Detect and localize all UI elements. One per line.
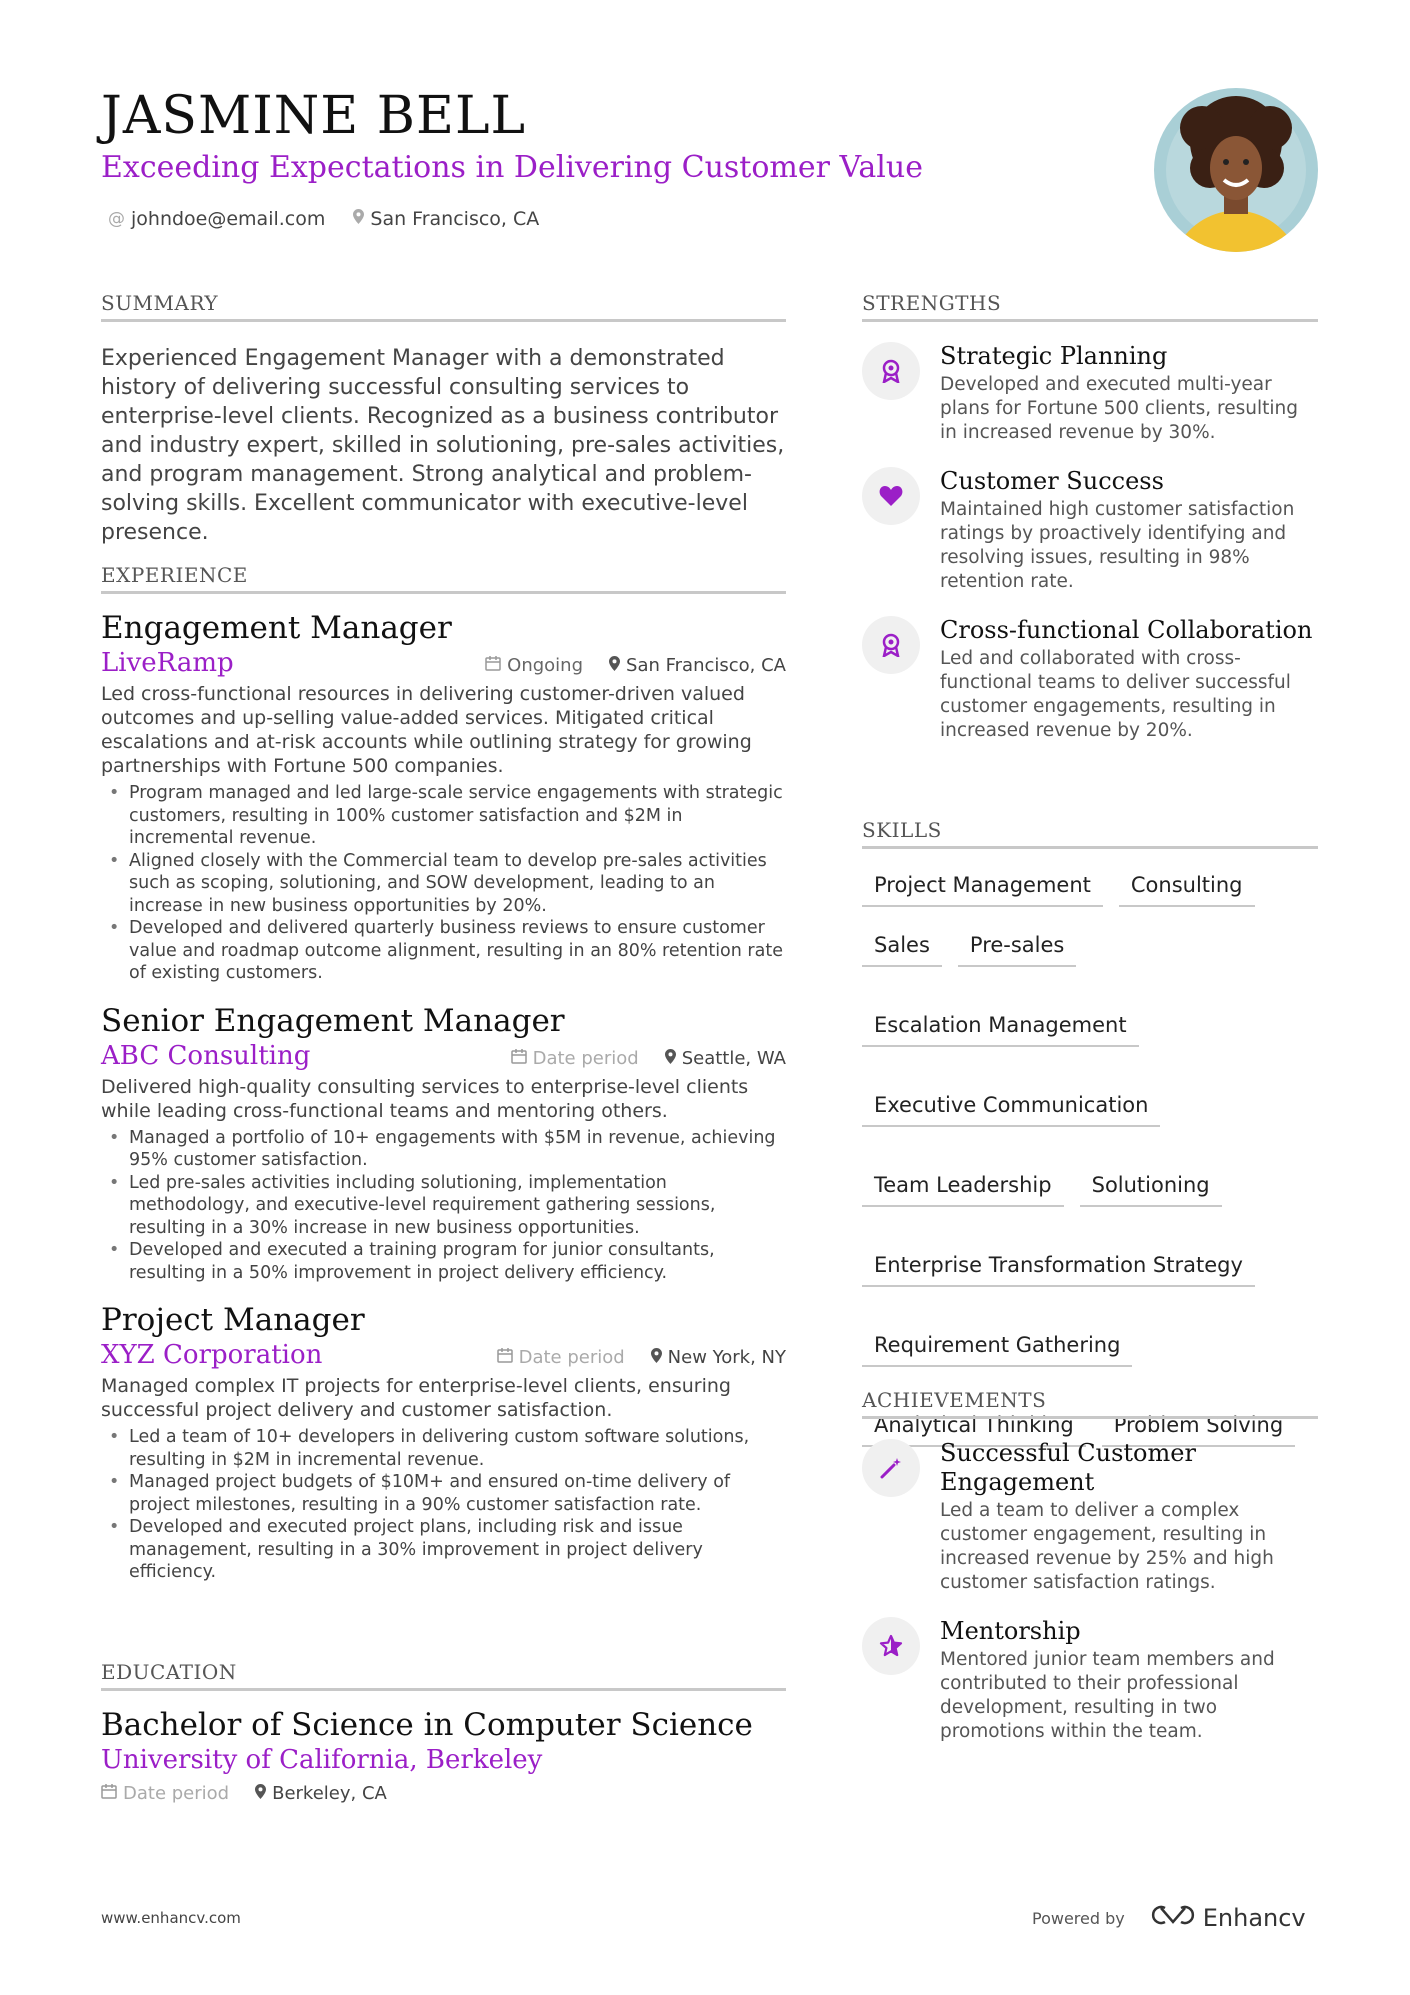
skill-tag: Problem Solving — [1102, 1407, 1295, 1447]
skills-list — [862, 867, 1318, 1447]
footer-powered-by — [1032, 1904, 1306, 1932]
map-pin-icon — [609, 655, 620, 676]
company-name: XYZ Corporation — [101, 1340, 323, 1370]
achievement-item — [862, 1439, 1318, 1595]
achievement-desc: Mentored junior team members and contributed to their professional development, resulting in two promotions within the team. — [940, 1649, 1275, 1742]
calendar-icon — [497, 1347, 513, 1368]
achievement-item — [862, 1617, 1318, 1744]
at-icon: @ — [108, 209, 125, 229]
enhancv-brand-text: Enhancv — [1202, 1904, 1306, 1932]
list-item: • Developed and executed project plans, including risk and issue management, resulting in a 30% improvement in project delivery efficiency. — [129, 1516, 786, 1584]
contact-row — [108, 208, 539, 230]
tagline: Exceeding Expectations in Delivering Customer Value — [101, 150, 923, 185]
achievement-title: Mentorship — [940, 1617, 1081, 1645]
skill-tag: Analytical Thinking — [862, 1407, 1086, 1447]
list-item: • Managed a portfolio of 10+ engagements with $5M in revenue, achieving 95% customer satisfaction. — [129, 1127, 786, 1172]
strengths-section — [862, 291, 1318, 743]
powered-by-label: Powered by — [1032, 1908, 1125, 1928]
job-title: Project Manager — [101, 1302, 365, 1338]
map-pin-icon — [255, 1783, 266, 1804]
skills-section — [862, 818, 1318, 1447]
list-item: • Led pre-sales activities including solutioning, implementation methodology, and executive-level requirement gathering sessions, resulting in a 30% increase in new business opportunities. — [129, 1172, 786, 1240]
job-location — [651, 1347, 786, 1368]
calendar-icon — [511, 1048, 527, 1069]
strength-item — [862, 467, 1318, 594]
experience-section — [101, 563, 786, 1584]
job-date-text: Ongoing — [507, 655, 584, 676]
education-section — [101, 1660, 786, 1804]
skill-tag: Consulting — [1119, 867, 1255, 907]
job-location-text: Seattle, WA — [681, 1047, 786, 1069]
education-date — [101, 1783, 229, 1804]
job-date — [511, 1048, 639, 1069]
list-item: • Aligned closely with the Commercial team to develop pre-sales activities such as scoping, solutioning, and SOW development, leading to an increase in new business opportunities by 20%. — [129, 850, 786, 918]
education-meta — [101, 1783, 786, 1804]
strengths-heading: STRENGTHS — [862, 291, 1318, 322]
map-pin-icon — [353, 209, 364, 229]
award-icon — [862, 342, 920, 400]
skill-tag: Sales — [862, 927, 942, 967]
school-name: University of California, Berkeley — [101, 1745, 543, 1775]
achievements-section — [862, 1388, 1318, 1744]
magic-wand-icon — [862, 1439, 920, 1497]
skills-heading: SKILLS — [862, 818, 1318, 849]
list-item: • Led a team of 10+ developers in delivering custom software solutions, resulting in $2M in incremental revenue. — [129, 1426, 786, 1471]
experience-heading: EXPERIENCE — [101, 563, 786, 594]
job-description: Led cross-functional resources in delivering customer-driven valued outcomes and up-selling value-added services. Mitigated critical escalations and at-risk accounts while outlining strategy for growing partnerships with Fortune 500 companies. — [101, 683, 752, 777]
company-name: ABC Consulting — [101, 1040, 311, 1071]
location-text: San Francisco, CA — [370, 208, 540, 230]
strength-desc: Developed and executed multi-year plans for Fortune 500 clients, resulting in increased revenue by 30%. — [940, 374, 1299, 443]
education-date-text: Date period — [123, 1783, 230, 1804]
job-location-text: New York, NY — [667, 1347, 786, 1368]
star-icon — [862, 1617, 920, 1675]
skill-tag: Escalation Management — [862, 1007, 1139, 1047]
list-item: • Developed and delivered quarterly business reviews to ensure customer value and roadmap outcome alignment, resulting in an 80% retention rate of existing customers. — [129, 917, 786, 985]
strength-item — [862, 616, 1318, 743]
job-entry — [101, 1003, 786, 1285]
enhancv-icon — [1151, 1904, 1195, 1932]
summary-section — [101, 291, 786, 547]
location-contact — [353, 208, 539, 230]
map-pin-icon — [665, 1048, 676, 1069]
education-heading: EDUCATION — [101, 1660, 786, 1691]
job-bullets — [101, 1426, 786, 1584]
job-date — [485, 655, 583, 676]
achievements-heading: ACHIEVEMENTS — [862, 1388, 1318, 1419]
strength-item — [862, 342, 1318, 445]
strength-desc: Maintained high customer satisfaction ratings by proactively identifying and resolving issues, resulting in 98% retention rate. — [940, 499, 1295, 592]
avatar — [1154, 88, 1318, 252]
calendar-icon — [485, 655, 501, 676]
summary-heading: SUMMARY — [101, 291, 786, 322]
job-location — [665, 1048, 786, 1069]
job-bullets — [101, 1127, 786, 1285]
skill-tag: Requirement Gathering — [862, 1327, 1132, 1367]
achievement-desc: Led a team to deliver a complex customer engagement, resulting in increased revenue by 25% and high customer satisfaction ratings. — [940, 1500, 1274, 1593]
email-text: johndoe@email.com — [131, 208, 326, 230]
heart-icon — [862, 467, 920, 525]
skill-tag: Pre-sales — [958, 927, 1076, 967]
list-item: • Developed and executed a training program for junior consultants, resulting in a 50% improvement in project delivery efficiency. — [129, 1239, 786, 1284]
map-pin-icon — [651, 1347, 662, 1368]
calendar-icon — [101, 1783, 117, 1804]
job-title: Engagement Manager — [101, 610, 452, 646]
enhancv-logo[interactable] — [1151, 1904, 1306, 1932]
education-location — [255, 1783, 387, 1804]
strength-desc: Led and collaborated with cross-functional teams to deliver successful customer engagements, resulting in increased revenue by 20%. — [940, 648, 1291, 741]
degree-title: Bachelor of Science in Computer Science — [101, 1707, 753, 1743]
job-location — [609, 655, 786, 676]
job-description: Delivered high-quality consulting services to enterprise-level clients while leading cross-functional teams and mentoring others. — [101, 1075, 749, 1122]
strength-title: Strategic Planning — [940, 342, 1168, 370]
email-contact[interactable] — [108, 208, 325, 230]
list-item: • Managed project budgets of $10M+ and ensured on-time delivery of project milestones, resulting in a 90% customer satisfaction rate. — [129, 1471, 786, 1516]
job-entry — [101, 610, 786, 985]
footer-url[interactable]: www.enhancv.com — [101, 1909, 241, 1927]
job-date-text: Date period — [518, 1347, 625, 1368]
strength-title: Customer Success — [940, 467, 1164, 495]
list-item: • Program managed and led large-scale service engagements with strategic customers, resulting in 100% customer satisfaction and $2M in incremental revenue. — [129, 782, 786, 850]
company-name: LiveRamp — [101, 648, 234, 678]
candidate-name: JASMINE BELL — [101, 86, 527, 146]
achievement-title: Successful Customer Engagement — [940, 1439, 1196, 1496]
skill-tag: Team Leadership — [862, 1167, 1064, 1207]
job-title: Senior Engagement Manager — [101, 1002, 565, 1039]
education-location-text: Berkeley, CA — [272, 1783, 387, 1804]
job-date-text: Date period — [532, 1047, 639, 1069]
job-location-text: San Francisco, CA — [626, 655, 786, 676]
summary-text: Experienced Engagement Manager with a demonstrated history of delivering successful consulting services to enterprise-level clients. Recognized as a business contributor and industry expert, skilled in solutioning, pre-sales activities, and program management. Strong analytical and problem-solving skills. Excellent communicator with executive-level presence. — [101, 346, 785, 545]
job-date — [497, 1347, 625, 1368]
job-entry — [101, 1302, 786, 1584]
job-description: Managed complex IT projects for enterprise-level clients, ensuring successful project delivery and customer satisfaction. — [101, 1375, 731, 1421]
award-icon — [862, 616, 920, 674]
strength-title: Cross-functional Collaboration — [940, 616, 1313, 644]
skill-tag: Executive Communication — [862, 1087, 1160, 1127]
skill-tag: Project Management — [862, 867, 1103, 907]
skill-tag: Solutioning — [1080, 1167, 1222, 1207]
skill-tag: Enterprise Transformation Strategy — [862, 1247, 1255, 1287]
job-bullets — [101, 782, 786, 985]
